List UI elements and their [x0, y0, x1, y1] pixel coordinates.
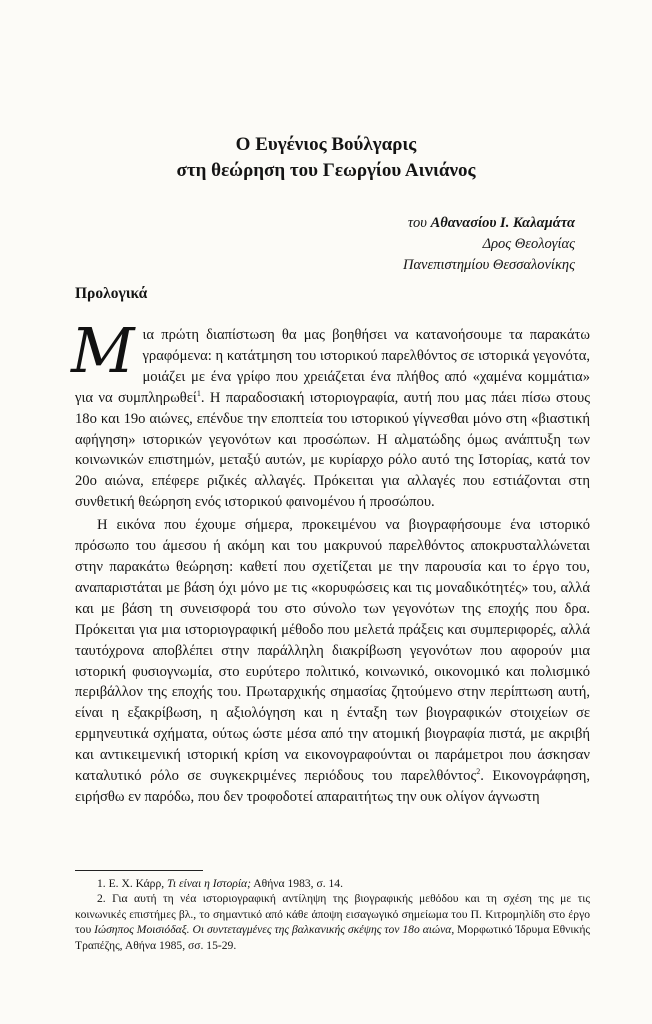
author-line: [403, 213, 575, 234]
footnote-divider: [75, 870, 203, 871]
author-institution: Πανεπιστημίου Θεσσαλονίκης: [402, 257, 575, 273]
drop-cap: Μ: [71, 314, 135, 387]
paragraph-1-text-b: . Η παραδοσιακή ιστοριογραφία, αυτή που μας πάει πίσω στους 18ο και 19ο αιώνες, επένδυε την εποπτεία του ιστορικού γίγνεσθαι μόνο στη «βιαστική αφήγηση» ιστορικών γεγονότων και προσώπων. Η αλματώδης όμως ανάπτυξη των κοινωνικών επιστημών, μεταξύ αυτών, με κυρίαρχο ρόλο αυτό της Ιστορίας, κατά τον 20ο αιώνα, επέφερε ριζικές αλλαγές. Πρόκειται για αλλαγές που εστιάζονται στη συνθετική θεώρηση ενός ιστορικού φαινομένου ή προσώπου.: [75, 389, 590, 511]
paragraph-1-text-a: ια πρώτη διαπίστωση θα μας βοηθήσει να κατανοήσουμε τα παρακάτω γραφόμενα: η κατάτμηση του ιστορικού παρελθόντος σε ιστορικά γεγονότα, μοιάζει με ένα γρίφο που χρειάζεται ένα πλήθος από «χαμένα κομμάτια» για να συμπληρωθεί: [75, 327, 590, 406]
footnote-2-italic: Ιώσηπος Μοισιόδαξ. Οι συντεταγμένες της βαλκανικής σκέψης τον 18ο αιώνα: [94, 923, 452, 937]
footnote-1: [75, 876, 590, 891]
footnote-1-italic: Τι είναι η Ιστορία;: [167, 877, 252, 890]
author-degree: Δρος Θεολογίας: [482, 236, 575, 252]
title-line-1: Ο Ευγένιος Βούλγαρις: [235, 134, 417, 155]
paragraph-2-text-b: . Εικονογράφηση, ειρήσθω εν παρόδω, που δεν τροφοδοτεί απαραιτήτως την ουκ ολίγον άγνωστη: [75, 768, 590, 805]
paragraph-2-text-a: Η εικόνα που έχουμε σήμερα, προκειμένου να βιογραφήσουμε ένα ιστορικό πρόσωπο του άμεσου ή ακόμη και του μακρυνού παρελθόντος αποκρυσταλλώνεται στην παρακάτω θεώρηση: καθετί που σχετίζεται με την παρουσία και το έργο του, αναπαριστάται με βάση όχι μόνο με τις «κορυφώσεις και τις μοναδικότητές» του, αλλά και με βάση τη συνεισφορά του στο σύνολο των γεγονότων της εποχής που δρα. Πρόκειται για μια ιστοριογραφική μέθοδο που μελετά πράξεις και συμπεριφορές, αλλά ταυτόχρονα αποβλέπει στην παράλληλη διακρίβωση γεγονότων που αφορούν μια ιστορική φυσιογνωμία, στο ευρύτερο πολιτικό, κοινωνικό, οικονομικό και πολισμικό περιβάλλον της εποχής του. Πρωταρχικής σημασίας ζητούμενο στην περίπτωση αυτή, είναι η εξακρίβωση, η αξιολόγηση και η ένταξη των βιογραφικών στοιχείων σε ερμηνευτικά σχήματα, ούτως ώστε μέσα από την ατομική βιογραφία πιστά, με ακριβή και αντικειμενική ιστορική κρίση να εικονογραφούνται οι παράμετροι που άσκησαν καταλυτικό ρόλο σε συγκεκριμένες περιόδους του παρελθόντος: [75, 517, 590, 785]
paragraph-2: [75, 515, 590, 808]
footnote-2: [75, 891, 590, 953]
footnote-1-text-b: Αθήνα 1983, σ. 14.: [251, 877, 344, 890]
title-line-2: στη θεώρηση του Γεωργίου Αινιάνος: [176, 160, 476, 181]
article-title: [0, 132, 652, 184]
footnote-1-text-a: 1. Ε. Χ. Κάρρ,: [97, 877, 168, 890]
section-heading: Προλογικά: [75, 285, 148, 302]
footnote-ref-1[interactable]: 1: [196, 388, 201, 398]
paragraph-1: [71, 314, 590, 513]
author-name: Αθανασίου Ι. Καλαμάτα: [430, 215, 575, 231]
footnote-2-text-b: , Μορφωτικό Ίδρυμα Εθνικής Τραπέζης, Αθήνα 1985, σσ. 15-29.: [75, 923, 590, 952]
footnote-2-text-a: 2. Για αυτή τη νέα ιστοριογραφική αντίληψη της βιογραφικής μεθόδου και τη σχέση της με τις κοινωνικές επιστήμες βλ., το σημαντικό από κάθε άποψη εισαγωγικό σημείωμα του Π. Κιτρομηλίδη στο έργο του: [75, 892, 590, 937]
footnotes: [75, 876, 590, 953]
author-prefix: του: [407, 215, 431, 231]
footnote-ref-2[interactable]: 2: [476, 767, 481, 777]
author-block: [403, 213, 575, 276]
body-text: [71, 314, 590, 808]
